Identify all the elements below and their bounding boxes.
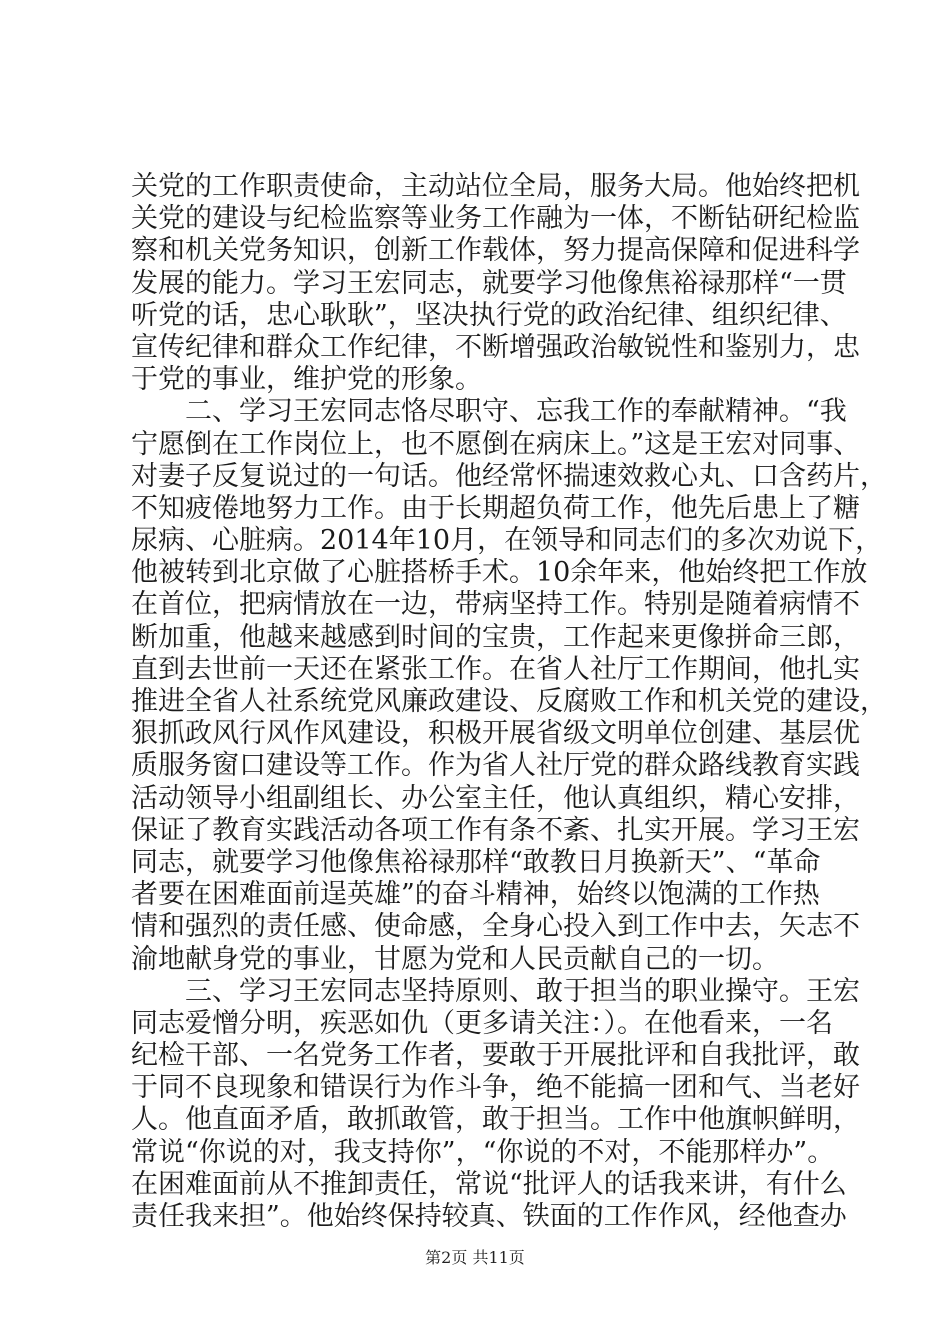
text-line: 他被转到北京做了心脏搭桥手术。10余年来，他始终把工作放 — [131, 557, 868, 589]
text-line: 在首位，把病情放在一边，带病坚持工作。特别是随着病情不 — [131, 589, 860, 621]
text-line: 纪检干部、一名党务工作者，要敢于开展批评和自我批评，敢 — [131, 1040, 860, 1072]
text-line: 察和机关党务知识，创新工作载体，努力提高保障和促进科学 — [131, 235, 860, 267]
text-line: 听党的话，忠心耿耿”，坚决执行党的政治纪律、组织纪律、 — [131, 299, 847, 331]
text-line: 推进全省人社系统党风廉政建设、反腐败工作和机关党的建设， — [131, 686, 887, 717]
text-line: 活动领导小组副组长、办公室主任，他认真组织，精心安排， — [131, 782, 860, 814]
text-line: 直到去世前一天还在紧张工作。在省人社厅工作期间，他扎实 — [131, 653, 860, 685]
text-line: 责任我来担”。他始终保持较真、铁面的工作作风，经他查办 — [131, 1201, 847, 1232]
text-line: 同志爱憎分明，疾恶如仇（更多请关注：）。在他看来，一名 — [131, 1007, 833, 1039]
text-line: 同志，就要学习他像焦裕禄那样“敢教日月换新天”、“革命 — [131, 846, 821, 878]
text-line: 发展的能力。学习王宏同志，就要学习他像焦裕禄那样“一贯 — [131, 267, 847, 299]
text-line: 人。他直面矛盾，敢抓敢管，敢于担当。工作中他旗帜鲜明， — [131, 1104, 860, 1136]
text-line: 渝地献身党的事业，甘愿为党和人民贡献自己的一切。 — [131, 943, 779, 975]
text-line: 情和强烈的责任感、使命感，全身心投入到工作中去，矢志不 — [131, 911, 860, 943]
text-line: 尿病、心脏病。2014年10月，在领导和同志们的多次劝说下， — [131, 525, 883, 557]
text-line: 关党的工作职责使命，主动站位全局，服务大局。他始终把机 — [131, 171, 860, 202]
paragraph-start-line: 二、学习王宏同志恪尽职守、忘我工作的奉献精神。“我 — [185, 396, 847, 428]
text-line: 对妻子反复说过的一句话。他经常怀揣速效救心丸、口含药片， — [131, 460, 887, 492]
text-line: 宣传纪律和群众工作纪律，不断增强政治敏锐性和鉴别力，忠 — [131, 331, 860, 363]
text-line: 于同不良现象和错误行为作斗争，绝不能搞一团和气、当老好 — [131, 1072, 860, 1104]
text-line: 者要在困难面前逞英雄”的奋斗精神，始终以饱满的工作热 — [131, 879, 820, 911]
paragraph-start-line: 三、学习王宏同志坚持原则、敢于担当的职业操守。王宏 — [185, 975, 860, 1007]
text-line: 于党的事业，维护党的形象。 — [131, 364, 482, 396]
text-line: 关党的建设与纪检监察等业务工作融为一体，不断钻研纪检监 — [131, 203, 860, 235]
text-line: 质服务窗口建设等工作。作为省人社厅党的群众路线教育实践 — [131, 750, 860, 782]
text-line: 断加重，他越来越感到时间的宝贵，工作起来更像拼命三郎， — [131, 621, 860, 653]
text-line: 狠抓政风行风作风建设，积极开展省级文明单位创建、基层优 — [131, 718, 860, 750]
text-line: 宁愿倒在工作岗位上，也不愿倒在病床上。”这是王宏对同事、 — [131, 428, 861, 460]
text-line: 不知疲倦地努力工作。由于长期超负荷工作，他先后患上了糖 — [131, 492, 860, 524]
text-line: 保证了教育实践活动各项工作有条不紊、扎实开展。学习王宏 — [131, 814, 860, 846]
text-line: 在困难面前从不推卸责任，常说“批评人的话我来讲，有什么 — [131, 1168, 847, 1200]
text-line: 常说“你说的对，我支持你”，“你说的不对，不能那样办”。 — [131, 1136, 835, 1168]
page-number-footer: 第2页 共11页 — [425, 1248, 525, 1267]
body-text — [131, 171, 887, 1233]
